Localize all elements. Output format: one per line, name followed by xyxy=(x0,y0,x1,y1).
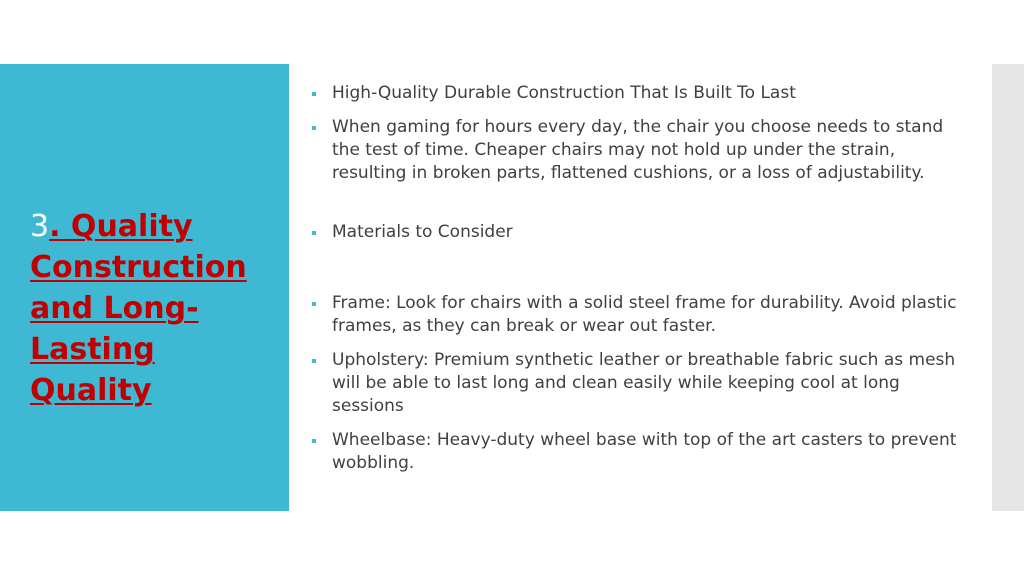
bullet-item: High-Quality Durable Construction That Is Built To Last xyxy=(310,82,970,105)
title-link[interactable]: . Quality Construction and Long-Lasting Quality xyxy=(30,209,247,408)
slide-title xyxy=(30,206,280,411)
bullet-item: When gaming for hours every day, the chair you choose needs to stand the test of time. Cheaper chairs may not hold up under the strain, resulting in broken parts, flattened cushions, or a loss of adjustability. xyxy=(310,116,970,185)
bullet-item: Frame: Look for chairs with a solid steel frame for durability. Avoid plastic frames, as they can break or wear out faster. xyxy=(310,292,970,338)
bullet-list xyxy=(310,82,970,486)
side-bar xyxy=(992,64,1024,511)
bullet-item: Materials to Consider xyxy=(310,221,970,244)
bullet-item: Upholstery: Premium synthetic leather or breathable fabric such as mesh will be able to last long and clean easily while keeping cool at long sessions xyxy=(310,349,970,418)
title-number: 3 xyxy=(30,209,50,244)
bullet-item: Wheelbase: Heavy-duty wheel base with top of the art casters to prevent wobbling. xyxy=(310,429,970,475)
